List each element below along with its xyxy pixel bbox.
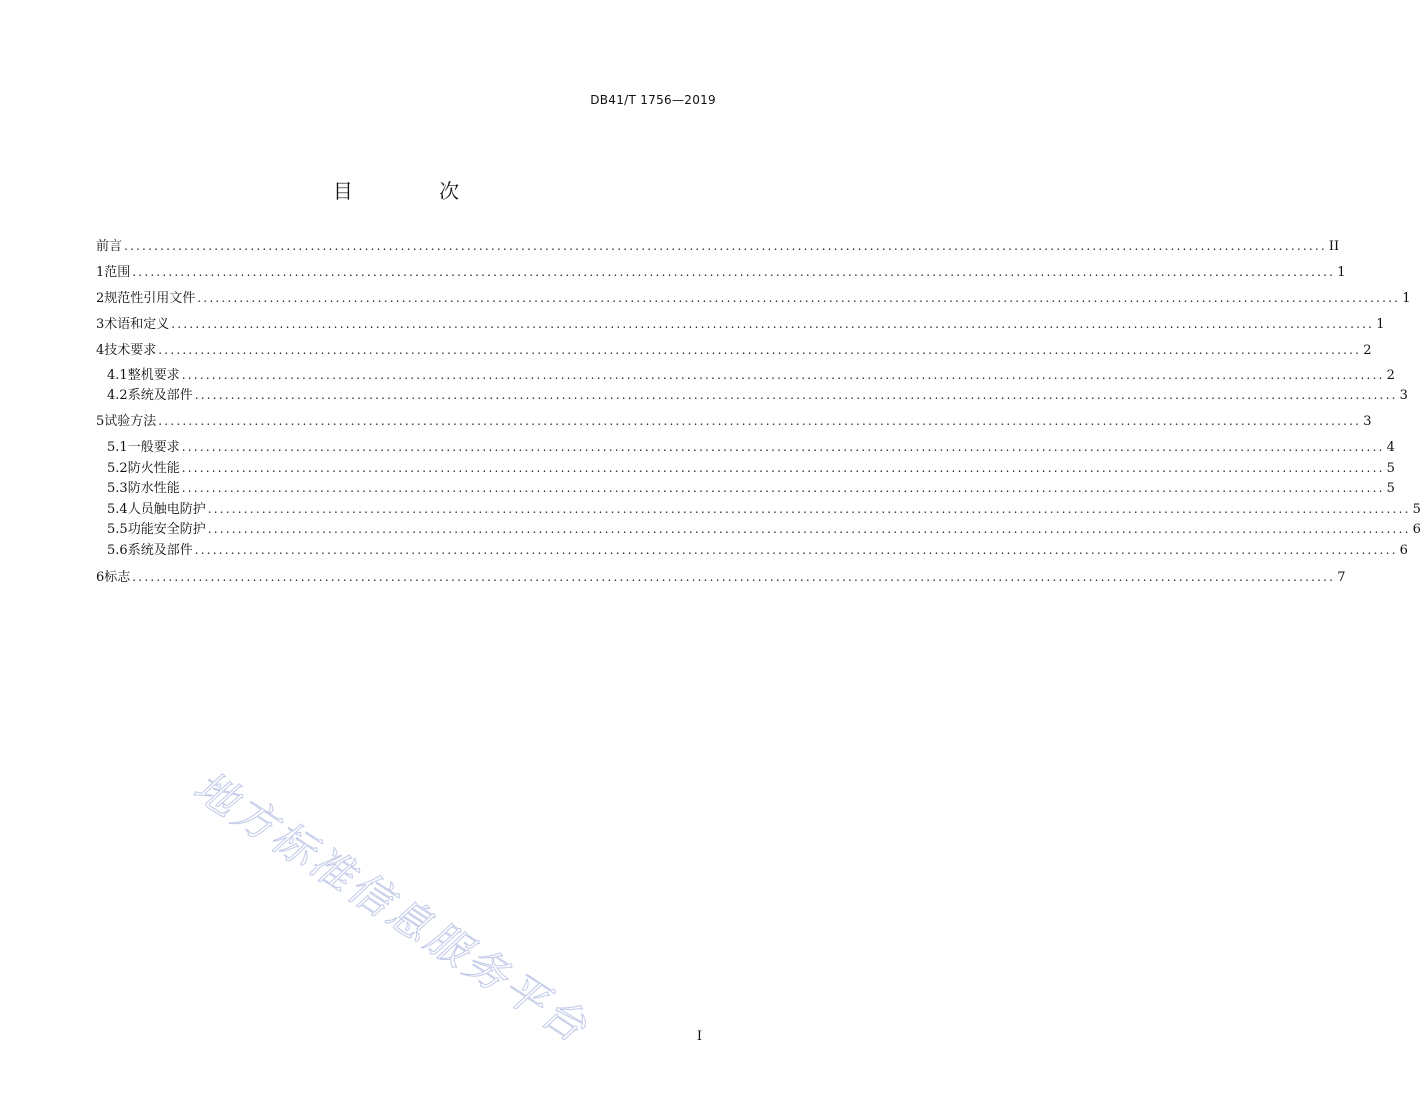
toc-entry-label: 整机要求 xyxy=(127,368,180,383)
toc-entry-page: 4 xyxy=(1386,440,1395,455)
toc-entry[interactable] xyxy=(96,413,1372,430)
toc-entry-label: 防水性能 xyxy=(127,481,180,496)
toc-entry-page: 1 xyxy=(1402,291,1411,306)
toc-entry-label: 术语和定义 xyxy=(104,317,170,332)
toc-leader-dots: ........................................................................................................................................................................................................ xyxy=(181,461,1385,475)
toc-entry-number: 4.2 xyxy=(107,388,128,403)
toc-entry-number: 5.5 xyxy=(107,522,128,537)
toc-leader-dots: ........................................................................................................................................................................................................ xyxy=(171,317,1375,331)
toc-leader-dots: ........................................................................................................................................................................................................ xyxy=(132,570,1336,584)
toc-entry-label: 系统及部件 xyxy=(127,388,193,403)
toc-entry-label: 规范性引用文件 xyxy=(104,291,196,306)
toc-leader-dots: ........................................................................................................................................................................................................ xyxy=(181,368,1385,382)
toc-leader-dots: ........................................................................................................................................................................................................ xyxy=(207,502,1411,516)
toc-entry[interactable] xyxy=(107,480,1395,497)
toc-entry-number: 4 xyxy=(96,343,105,358)
toc-entry[interactable] xyxy=(96,238,1340,255)
toc-entry-number: 5.2 xyxy=(107,461,128,476)
toc-entry-page: 6 xyxy=(1399,543,1408,558)
toc-entry[interactable] xyxy=(107,367,1395,384)
toc-entry[interactable] xyxy=(107,439,1395,456)
toc-entry[interactable] xyxy=(96,290,1411,307)
toc-entry-page: 1 xyxy=(1376,317,1385,332)
toc-entry[interactable] xyxy=(96,264,1346,281)
toc-entry-page: 3 xyxy=(1363,414,1372,429)
toc-entry-page: 2 xyxy=(1363,343,1372,358)
toc-entry-label: 防火性能 xyxy=(127,461,180,476)
toc-entry-page: 3 xyxy=(1399,388,1408,403)
toc-entry-label: 一般要求 xyxy=(127,440,180,455)
toc-entry-page: II xyxy=(1328,239,1340,254)
toc-entry-label: 人员触电防护 xyxy=(127,502,206,517)
toc-entry-label: 范围 xyxy=(104,265,131,280)
toc-entry-page: 7 xyxy=(1337,570,1346,585)
toc-leader-dots: ........................................................................................................................................................................................................ xyxy=(158,414,1362,428)
toc-leader-dots: ........................................................................................................................................................................................................ xyxy=(158,343,1362,357)
toc-entry-number: 5.4 xyxy=(107,502,128,517)
toc-leader-dots: ........................................................................................................................................................................................................ xyxy=(194,543,1398,557)
toc-entry-number: 3 xyxy=(96,317,105,332)
toc-leader-dots: ........................................................................................................................................................................................................ xyxy=(124,239,1327,253)
toc-leader-dots: ........................................................................................................................................................................................................ xyxy=(181,440,1385,454)
toc-entry-number: 5.3 xyxy=(107,481,128,496)
toc-entry-label: 标志 xyxy=(104,570,131,585)
toc-entry-number: 5 xyxy=(96,414,105,429)
toc-entry-number: 4.1 xyxy=(107,368,128,383)
toc-entry-label: 前言 xyxy=(96,239,123,254)
toc-entry-label: 功能安全防护 xyxy=(127,522,206,537)
toc-entry-page: 6 xyxy=(1412,522,1421,537)
toc-entry[interactable] xyxy=(96,569,1346,586)
toc-entry[interactable] xyxy=(96,342,1372,359)
toc-entry-page: 2 xyxy=(1386,368,1395,383)
toc-entry-page: 1 xyxy=(1337,265,1346,280)
toc-entry-number: 5.6 xyxy=(107,543,128,558)
page-number: I xyxy=(696,1029,702,1044)
toc-entry-number: 6 xyxy=(96,570,105,585)
toc-entry-page: 5 xyxy=(1386,461,1395,476)
toc-leader-dots: ........................................................................................................................................................................................................ xyxy=(132,265,1336,279)
toc-entry[interactable] xyxy=(107,387,1408,404)
watermark: 地方标准信息服务平台 xyxy=(185,761,598,1054)
toc-entry-number: 1 xyxy=(96,265,105,280)
toc-entry-page: 5 xyxy=(1386,481,1395,496)
toc-entry-number: 2 xyxy=(96,291,105,306)
toc-entry-label: 系统及部件 xyxy=(127,543,193,558)
document-code: DB41/T 1756—2019 xyxy=(590,93,716,107)
toc-entry[interactable] xyxy=(107,542,1408,559)
toc-entry-label: 技术要求 xyxy=(104,343,157,358)
toc-entry-label: 试验方法 xyxy=(104,414,157,429)
toc-entry[interactable] xyxy=(107,460,1395,477)
toc-leader-dots: ........................................................................................................................................................................................................ xyxy=(194,388,1398,402)
toc-entry-number: 5.1 xyxy=(107,440,128,455)
toc-entry[interactable] xyxy=(107,521,1421,538)
toc-entry[interactable] xyxy=(96,316,1385,333)
toc-leader-dots: ........................................................................................................................................................................................................ xyxy=(207,522,1411,536)
toc-entry-page: 5 xyxy=(1412,502,1421,517)
toc-leader-dots: ........................................................................................................................................................................................................ xyxy=(181,481,1385,495)
toc-leader-dots: ........................................................................................................................................................................................................ xyxy=(197,291,1401,305)
toc-entry[interactable] xyxy=(107,501,1421,518)
page-title: 目 次 xyxy=(332,179,500,203)
